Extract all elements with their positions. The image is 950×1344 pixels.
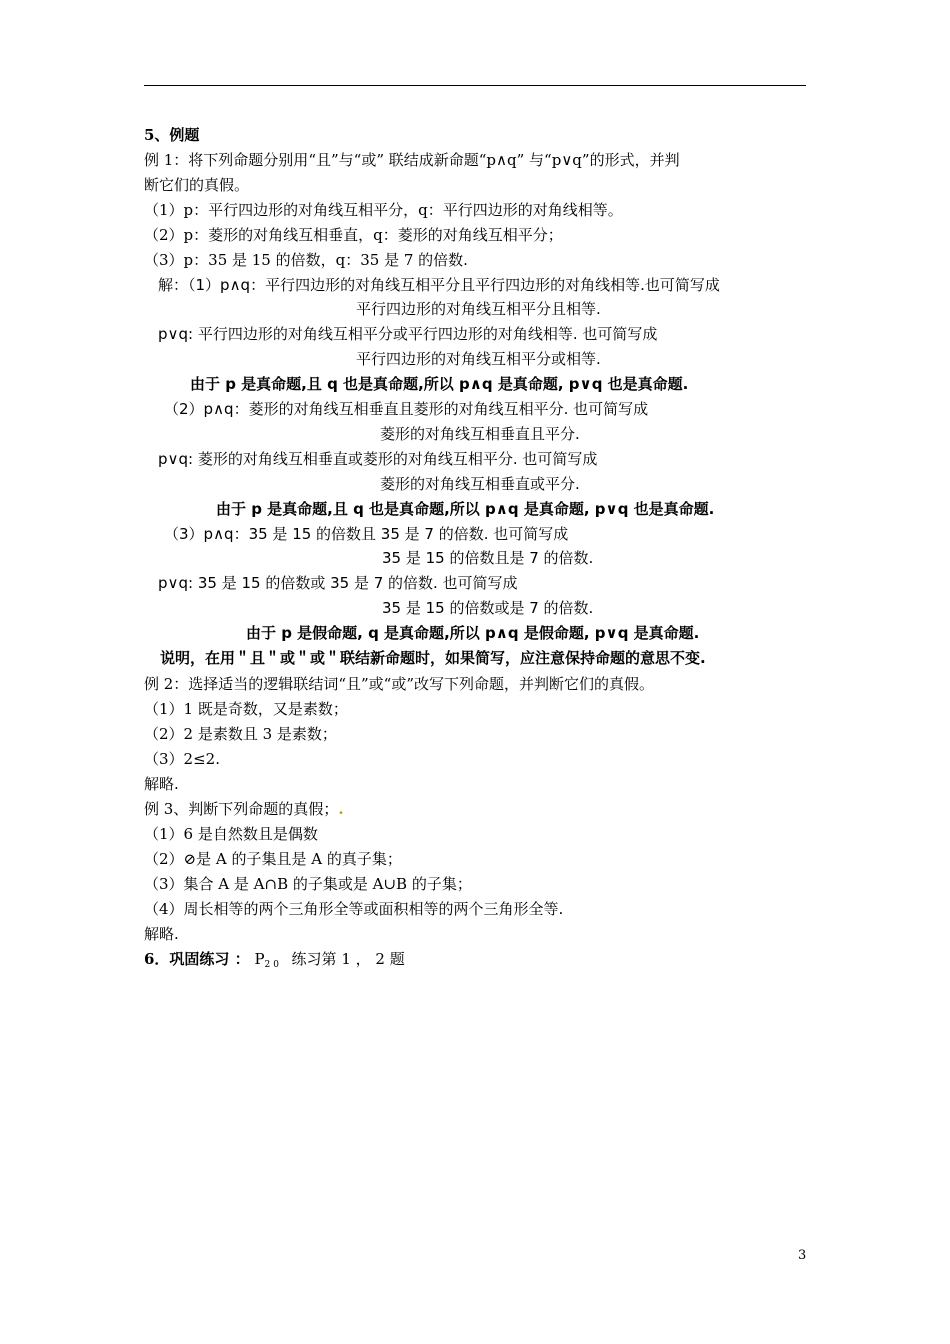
example3-item1: （1）6 是自然数且是偶数 xyxy=(144,825,318,843)
solution3-or: p∨q: 35 是 15 的倍数或 35 是 7 的倍数. 也可简写成 xyxy=(158,574,518,592)
example1-item3: （3）p：35 是 15 的倍数，q：35 是 7 的倍数. xyxy=(144,251,468,269)
example2-item2: （2）2 是素数且 3 是素数； xyxy=(144,725,337,743)
example1-prompt-line1: 例 1：将下列命题分别用“且”与“或” 联结成新命题“p∧q” 与“p∨q”的形式，并判 xyxy=(144,151,680,169)
example3-item2: （2）⊘是 A 的子集且是 A 的真子集； xyxy=(144,850,402,868)
example3-item3: （3）集合 A 是 A∩B 的子集或是 A∪B 的子集； xyxy=(144,875,472,893)
section-6-rest: 练习第 1 ， 2 题 xyxy=(291,950,405,968)
section-6-line xyxy=(144,950,405,974)
solution2-or-short: 菱形的对角线互相垂直或平分. xyxy=(380,475,580,493)
example1-note: 说明，在用＂且＂或＂或＂联结新命题时，如果简写，应注意保持命题的意思不变. xyxy=(160,649,706,667)
solution2-truth: 由于 p 是真命题,且 q 也是真命题,所以 p∧q 是真命题, p∨q 也是真命题. xyxy=(216,500,715,518)
section-6-subscript: 20 xyxy=(264,960,282,970)
section-6-title: 6．巩固练习 ： xyxy=(144,950,250,968)
example2-answer: 解略. xyxy=(144,775,179,793)
solution1-or: p∨q: 平行四边形的对角线互相平分或平行四边形的对角线相等. 也可简写成 xyxy=(158,325,658,343)
example1-prompt-line2: 断它们的真假。 xyxy=(144,176,250,194)
solution3-and-short: 35 是 15 的倍数且是 7 的倍数. xyxy=(382,549,594,567)
solution1-truth: 由于 p 是真命题,且 q 也是真命题,所以 p∧q 是真命题, p∨q 也是真命题. xyxy=(190,375,689,393)
solution3-truth: 由于 p 是假命题, q 是真命题,所以 p∧q 是假命题, p∨q 是真命题. xyxy=(246,624,700,642)
solution2-or: p∨q: 菱形的对角线互相垂直或菱形的对角线互相平分. 也可简写成 xyxy=(158,450,598,468)
example3-answer: 解略. xyxy=(144,925,179,943)
example3-prompt xyxy=(144,800,344,818)
header-rule xyxy=(144,85,806,86)
example3-prompt-text: 例 3、判断下列命题的真假； xyxy=(144,800,339,818)
example1-item1: （1）p：平行四边形的对角线互相平分，q：平行四边形的对角线相等。 xyxy=(144,201,623,219)
section-5-title: 5、例题 xyxy=(144,126,200,144)
section-6-p: P xyxy=(254,950,265,968)
solution1-and-short: 平行四边形的对角线互相平分且相等. xyxy=(356,300,601,318)
example2-prompt: 例 2：选择适当的逻辑联结词“且”或“或”改写下列命题，并判断它们的真假。 xyxy=(144,675,654,693)
solution3-or-short: 35 是 15 的倍数或是 7 的倍数. xyxy=(382,599,594,617)
solution2-and-short: 菱形的对角线互相垂直且平分. xyxy=(380,425,580,443)
example2-item3: （3）2≤2. xyxy=(144,750,220,768)
page-number: 3 xyxy=(798,1248,807,1263)
solution1-or-short: 平行四边形的对角线互相平分或相等. xyxy=(356,350,601,368)
example3-mark: . xyxy=(338,800,344,818)
solution3-and: （3）p∧q：35 是 15 的倍数且 35 是 7 的倍数. 也可简写成 xyxy=(164,525,569,543)
example2-item1: （1）1 既是奇数，又是素数； xyxy=(144,700,348,718)
example1-item2: （2）p：菱形的对角线互相垂直，q：菱形的对角线互相平分； xyxy=(144,226,563,244)
solution1-and: 解：（1）p∧q：平行四边形的对角线互相平分且平行四边形的对角线相等.也可简写成 xyxy=(158,276,720,294)
solution2-and: （2）p∧q：菱形的对角线互相垂直且菱形的对角线互相平分. 也可简写成 xyxy=(164,400,649,418)
example3-item4: （4）周长相等的两个三角形全等或面积相等的两个三角形全等. xyxy=(144,900,564,918)
